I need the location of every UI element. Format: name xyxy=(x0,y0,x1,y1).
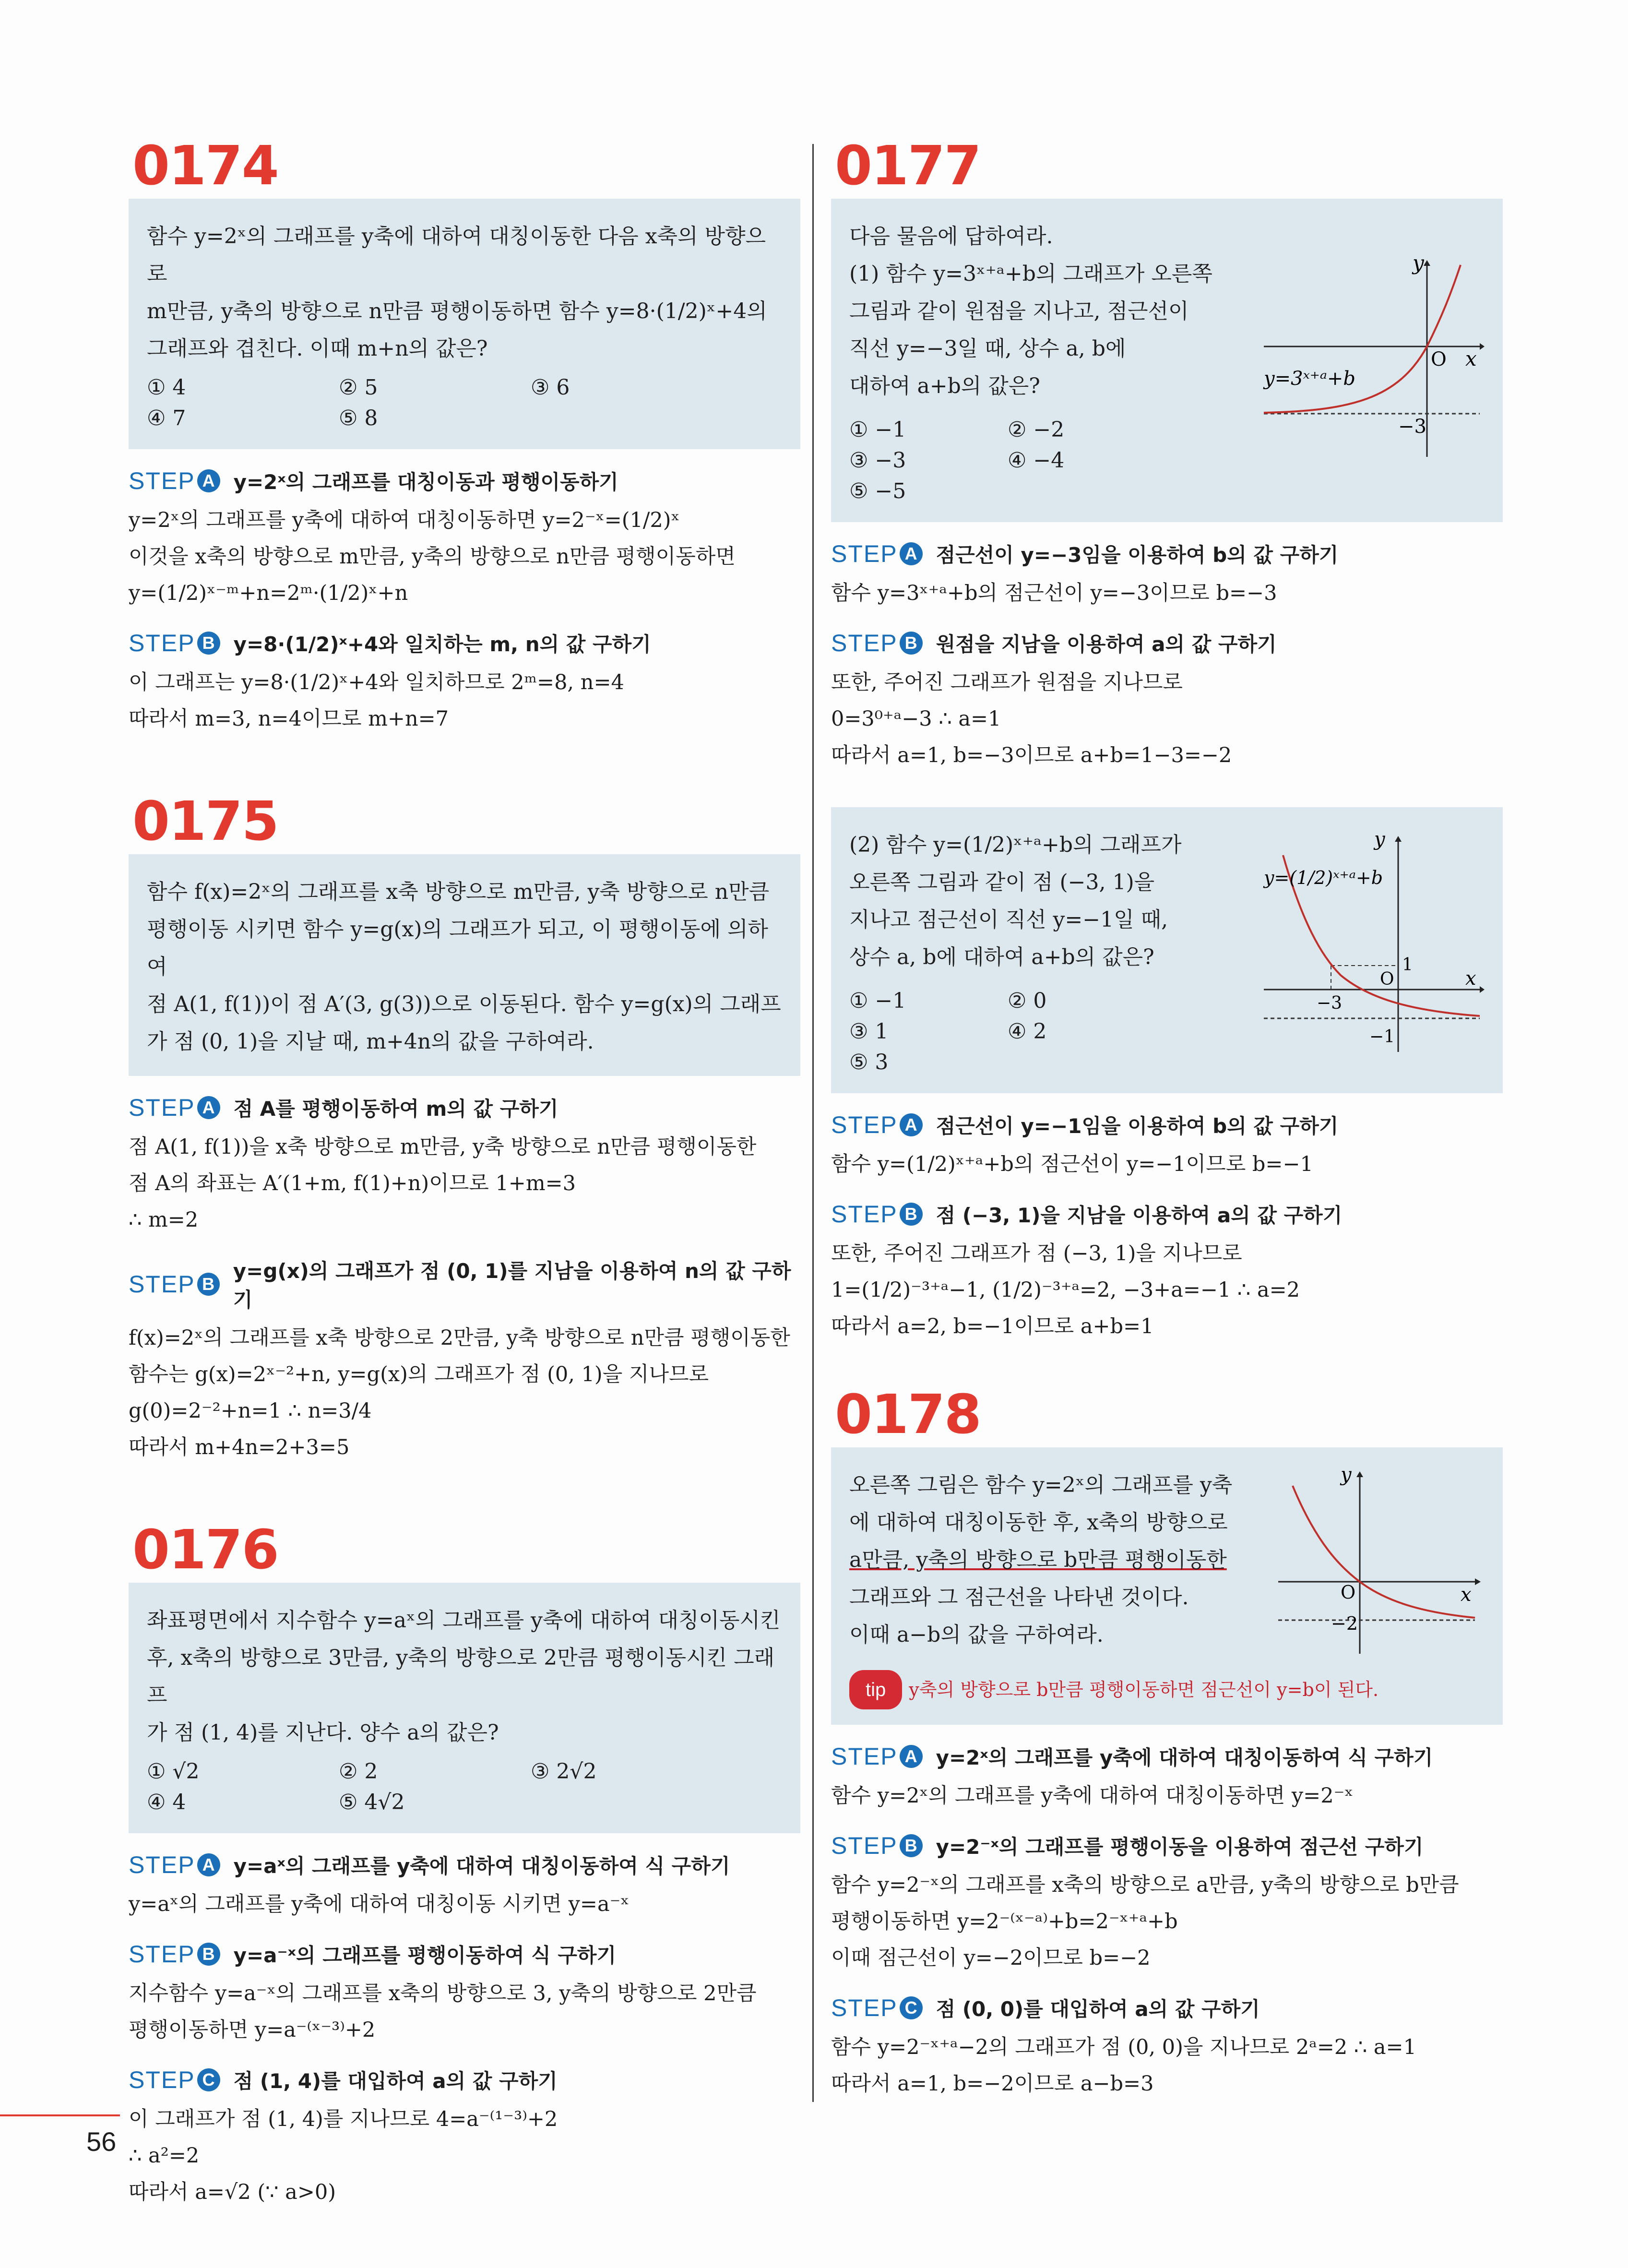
question-line: 그림과 같이 원점을 지나고, 점근선이 xyxy=(849,299,1189,323)
choice: ② 2 xyxy=(339,1759,378,1784)
tip-note xyxy=(849,1670,1485,1709)
step-title: y=2ˣ의 그래프를 대칭이동과 평행이동하기 xyxy=(233,470,618,494)
solution-line: 함수 y=(1/2)ˣ⁺ᵃ+b의 점근선이 y=−1이므로 b=−1 xyxy=(831,1152,1313,1176)
step-label: STEP xyxy=(129,1094,195,1121)
answer-choices xyxy=(849,986,1182,1078)
left-column xyxy=(129,135,800,2268)
question-box xyxy=(831,199,1503,522)
question-line: (2) 함수 y=(1/2)ˣ⁺ᵃ+b의 그래프가 xyxy=(849,833,1182,857)
tip-text: y축의 방향으로 b만큼 평행이동하면 점근선이 y=b이 된다. xyxy=(909,1679,1379,1700)
question-line: 함수 y=2ˣ의 그래프를 y축에 대하여 대칭이동한 다음 x축의 방향으로 xyxy=(147,224,766,286)
solution-line: 따라서 m=3, n=4이므로 m+n=7 xyxy=(129,707,449,731)
step-letter-icon: A xyxy=(197,1096,220,1119)
problem-0175 xyxy=(129,790,800,1466)
solution-line: g(0)=2⁻²+n=1 ∴ n=3/4 xyxy=(129,1399,372,1423)
solution-line: 따라서 a=1, b=−3이므로 a+b=1−3=−2 xyxy=(831,743,1232,767)
step-letter-icon: B xyxy=(900,1834,923,1857)
step-label: STEP xyxy=(831,1994,898,2021)
x-mark-label: −3 xyxy=(1317,993,1343,1013)
x-label: x xyxy=(1465,967,1476,990)
y-mark-label: 1 xyxy=(1402,955,1413,975)
solution-step xyxy=(129,466,800,611)
step-title: 점 (−3, 1)을 지남을 이용하여 a의 값 구하기 xyxy=(936,1204,1343,1227)
solution-line: 함수 y=3ˣ⁺ᵃ+b의 점근선이 y=−3이므로 b=−3 xyxy=(831,581,1277,605)
question-line: 상수 a, b에 대하여 a+b의 값은? xyxy=(849,945,1154,969)
question-line: m만큼, y축의 방향으로 n만큼 평행이동하면 함수 y=8·(1/2)ˣ+4의 xyxy=(147,299,767,323)
choice: ⑤ 3 xyxy=(849,1050,889,1074)
step-title: y=g(x)의 그래프가 점 (0, 1)를 지남을 이용하여 n의 값 구하기 xyxy=(233,1259,791,1312)
right-column xyxy=(831,135,1503,2102)
solution-line: 점 A(1, f(1))을 x축 방향으로 m만큼, y축 방향으로 n만큼 평행이동한 xyxy=(129,1135,757,1159)
question-line: 평행이동 시키면 함수 y=g(x)의 그래프가 되고, 이 평행이동에 의하여 xyxy=(147,917,769,979)
x-label: x xyxy=(1461,1584,1472,1606)
solution-line: 또한, 주어진 그래프가 원점을 지나므로 xyxy=(831,670,1183,694)
solution-line: 이 그래프가 점 (1, 4)를 지나므로 4=a⁻⁽¹⁻³⁾+2 xyxy=(129,2107,558,2131)
question-line: 함수 f(x)=2ˣ의 그래프를 x축 방향으로 m만큼, y축 방향으로 n만큼 xyxy=(147,880,770,904)
question-line: 점 A(1, f(1))이 점 A′(3, g(3))으로 이동된다. 함수 y=g(x)의 그래프 xyxy=(147,992,781,1016)
choice: ① √2 xyxy=(147,1759,200,1784)
solution-step xyxy=(129,2065,800,2210)
origin-label: O xyxy=(1431,348,1447,370)
question-line: 오른쪽 그림과 같이 점 (−3, 1)을 xyxy=(849,870,1155,895)
x-arrow-icon xyxy=(1480,986,1485,993)
graph-0177-1 xyxy=(1254,255,1485,462)
question-line: (1) 함수 y=3ˣ⁺ᵃ+b의 그래프가 오른쪽 xyxy=(849,262,1212,286)
solution-line: 지수함수 y=a⁻ˣ의 그래프를 x축의 방향으로 3, y축의 방향으로 2만큼 xyxy=(129,1982,757,2005)
solution-line: 이 그래프는 y=8·(1/2)ˣ+4와 일치하므로 2ᵐ=8, n=4 xyxy=(129,670,624,694)
solution-line: 1=(1/2)⁻³⁺ᵃ−1, (1/2)⁻³⁺ᵃ=2, −3+a=−1 ∴ a=2 xyxy=(831,1278,1300,1302)
step-title: 원점을 지남을 이용하여 a의 값 구하기 xyxy=(936,633,1277,656)
question-line: 대하여 a+b의 값은? xyxy=(849,374,1040,398)
solution-line: 또한, 주어진 그래프가 점 (−3, 1)을 지나므로 xyxy=(831,1241,1242,1265)
curve-label: y=(1/2)ˣ⁺ᵃ+b xyxy=(1264,867,1383,888)
solution-step xyxy=(831,1831,1503,1976)
choice: ② 5 xyxy=(339,375,378,400)
solution-step xyxy=(129,1093,800,1238)
question-line: 그래프와 그 점근선을 나타낸 것이다. xyxy=(849,1585,1189,1610)
solution-line: 이때 점근선이 y=−2이므로 b=−2 xyxy=(831,1946,1151,1970)
step-title: 점 A를 평행이동하여 m의 값 구하기 xyxy=(233,1097,559,1121)
question-line: 그래프와 겹친다. 이때 m+n의 값은? xyxy=(147,336,488,361)
step-letter-icon: A xyxy=(197,1853,220,1876)
step-label: STEP xyxy=(129,1941,195,1968)
solution-line: y=aˣ의 그래프를 y축에 대하여 대칭이동 시키면 y=a⁻ˣ xyxy=(129,1892,630,1916)
solution-line: ∴ a²=2 xyxy=(129,2144,200,2168)
step-title: y=aˣ의 그래프를 y축에 대하여 대칭이동하여 식 구하기 xyxy=(233,1854,730,1878)
step-label: STEP xyxy=(129,1851,195,1878)
solution-line: 따라서 a=√2 (∵ a>0) xyxy=(129,2180,336,2204)
step-title: y=8·(1/2)ˣ+4와 일치하는 m, n의 값 구하기 xyxy=(233,633,651,656)
origin-label: O xyxy=(1341,1582,1356,1603)
question-box xyxy=(129,1583,800,1833)
step-title: 점 (0, 0)를 대입하여 a의 값 구하기 xyxy=(936,1997,1260,2021)
solution-line: 평행이동하면 y=a⁻⁽ˣ⁻³⁾+2 xyxy=(129,2018,376,2042)
choice: ① 4 xyxy=(147,375,186,400)
step-title: y=a⁻ˣ의 그래프를 평행이동하여 식 구하기 xyxy=(233,1944,617,1967)
answer-choices xyxy=(147,1756,782,1818)
origin-label: O xyxy=(1380,969,1394,989)
solution-line: 함수 y=2⁻ˣ의 그래프를 x축의 방향으로 a만큼, y축의 방향으로 b만큼 xyxy=(831,1873,1459,1897)
choice: ⑤ 8 xyxy=(339,406,378,430)
y-arrow-icon xyxy=(1395,836,1402,842)
step-label: STEP xyxy=(831,1111,898,1138)
step-letter-icon: B xyxy=(197,1273,220,1296)
question-line: 이때 a−b의 값을 구하여라. xyxy=(849,1623,1104,1647)
choice: ① −1 xyxy=(849,418,906,442)
problem-0176 xyxy=(129,1519,800,2210)
graph-0177-2 xyxy=(1254,826,1485,1057)
exponential-curve xyxy=(1264,265,1461,413)
question-line: 에 대하여 대칭이동한 후, x축의 방향으로 xyxy=(849,1510,1228,1535)
step-letter-icon: B xyxy=(197,1943,220,1966)
problem-number: 0178 xyxy=(835,1384,981,1446)
solution-line: 따라서 m+4n=2+3=5 xyxy=(129,1435,350,1459)
step-letter-icon: B xyxy=(900,632,923,655)
solution-step xyxy=(831,1993,1503,2102)
step-title: 점근선이 y=−3임을 이용하여 b의 값 구하기 xyxy=(936,543,1339,567)
page-number: 56 xyxy=(86,2126,117,2157)
question-line: 가 점 (0, 1)을 지날 때, m+4n의 값을 구하여라. xyxy=(147,1029,594,1054)
step-title: y=2ˣ의 그래프를 y축에 대하여 대칭이동하여 식 구하기 xyxy=(936,1746,1433,1769)
asymptote-label: −2 xyxy=(1331,1613,1358,1634)
footer-rule xyxy=(0,2114,120,2116)
solution-line: f(x)=2ˣ의 그래프를 x축 방향으로 2만큼, y축 방향으로 n만큼 평행이동한 xyxy=(129,1326,790,1350)
question-intro: 다음 물음에 답하여라. xyxy=(849,224,1053,249)
solution-line: y=(1/2)ˣ⁻ᵐ+n=2ᵐ·(1/2)ˣ+n xyxy=(129,581,408,605)
question-line: 좌표평면에서 지수함수 y=aˣ의 그래프를 y축에 대하여 대칭이동시킨 xyxy=(147,1608,781,1633)
x-arrow-icon xyxy=(1475,1578,1481,1585)
choice: ③ −3 xyxy=(849,448,906,473)
step-letter-icon: A xyxy=(900,1113,923,1136)
step-label: STEP xyxy=(831,1743,898,1770)
choice: ⑤ −5 xyxy=(849,479,906,503)
step-title: 점근선이 y=−1임을 이용하여 b의 값 구하기 xyxy=(936,1114,1339,1138)
question-box xyxy=(831,807,1503,1093)
step-title: 점 (1, 4)를 대입하여 a의 값 구하기 xyxy=(233,2069,558,2093)
solution-step xyxy=(831,1742,1503,1814)
step-label: STEP xyxy=(831,1201,898,1228)
curve-label: y=3ˣ⁺ᵃ+b xyxy=(1264,368,1356,390)
graph-0178 xyxy=(1273,1467,1485,1659)
question-line: 후, x축의 방향으로 3만큼, y축의 방향으로 2만큼 평행이동시킨 그래프 xyxy=(147,1646,775,1707)
step-label: STEP xyxy=(831,630,898,657)
y-label: y xyxy=(1413,255,1424,275)
step-letter-icon: B xyxy=(900,1203,923,1226)
solution-step xyxy=(129,1850,800,1922)
solution-line: 함수 y=2ˣ의 그래프를 y축에 대하여 대칭이동하면 y=2⁻ˣ xyxy=(831,1784,1354,1808)
step-letter-icon: B xyxy=(197,632,220,655)
solution-line: 평행이동하면 y=2⁻⁽ˣ⁻ᵃ⁾+b=2⁻ˣ⁺ᵃ+b xyxy=(831,1910,1178,1934)
y-arrow-icon xyxy=(1424,260,1430,266)
step-label: STEP xyxy=(831,540,898,567)
problem-number: 0174 xyxy=(132,135,278,197)
choice: ⑤ 4√2 xyxy=(339,1790,405,1814)
solution-line: 함수는 g(x)=2ˣ⁻²+n, y=g(x)의 그래프가 점 (0, 1)을 지나므로 xyxy=(129,1362,709,1386)
x-arrow-icon xyxy=(1480,343,1485,350)
step-letter-icon: A xyxy=(900,1745,923,1768)
answer-choices xyxy=(147,372,782,434)
exponential-curve xyxy=(1293,1486,1475,1618)
solution-step xyxy=(831,1200,1503,1345)
problem-number: 0176 xyxy=(132,1519,278,1581)
choice: ③ 1 xyxy=(849,1019,889,1044)
problem-number: 0177 xyxy=(835,135,981,197)
step-title: y=2⁻ˣ의 그래프를 평행이동을 이용하여 점근선 구하기 xyxy=(936,1835,1424,1859)
choice: ① −1 xyxy=(849,989,906,1013)
solution-step xyxy=(831,1110,1503,1182)
y-label: y xyxy=(1341,1467,1352,1486)
choice: ② −2 xyxy=(1008,418,1065,442)
step-label: STEP xyxy=(129,467,195,494)
step-label: STEP xyxy=(129,1271,195,1298)
solution-line: 따라서 a=2, b=−1이므로 a+b=1 xyxy=(831,1314,1154,1338)
question-line: 오른쪽 그림은 함수 y=2ˣ의 그래프를 y축 xyxy=(849,1473,1233,1497)
solution-line: y=2ˣ의 그래프를 y축에 대하여 대칭이동하면 y=2⁻ˣ=(1/2)ˣ xyxy=(129,508,680,532)
solution-line: 0=3⁰⁺ᵃ−3 ∴ a=1 xyxy=(831,707,1001,731)
choice: ② 0 xyxy=(1008,989,1047,1013)
problem-0177 xyxy=(831,135,1503,1345)
choice: ③ 6 xyxy=(531,375,570,400)
solution-line: 따라서 a=1, b=−2이므로 a−b=3 xyxy=(831,2072,1154,2096)
choice: ④ 7 xyxy=(147,406,186,430)
step-label: STEP xyxy=(129,630,195,657)
x-label: x xyxy=(1465,347,1477,370)
question-box xyxy=(129,199,800,449)
step-letter-icon: C xyxy=(197,2068,220,2091)
column-divider xyxy=(812,144,814,2102)
solution-line: 함수 y=2⁻ˣ⁺ᵃ−2의 그래프가 점 (0, 0)을 지나므로 2ᵃ=2 ∴ a=1 xyxy=(831,2035,1416,2059)
step-letter-icon: A xyxy=(197,469,220,492)
question-line: 가 점 (1, 4)를 지난다. 양수 a의 값은? xyxy=(147,1720,499,1745)
solution-step xyxy=(129,1255,800,1466)
question-line: a만큼, y축의 방향으로 b만큼 평행이동한 xyxy=(849,1548,1227,1572)
problem-0174 xyxy=(129,135,800,737)
choice: ④ 4 xyxy=(147,1790,186,1814)
solution-line: 점 A의 좌표는 A′(1+m, f(1)+n)이므로 1+m=3 xyxy=(129,1171,576,1195)
solution-step xyxy=(831,539,1503,611)
step-label: STEP xyxy=(129,2066,195,2093)
solution-step xyxy=(129,1940,800,2048)
solution-line: ∴ m=2 xyxy=(129,1208,199,1232)
choice: ③ 2√2 xyxy=(531,1759,597,1784)
asymptote-label: −3 xyxy=(1398,416,1426,438)
tip-badge: tip xyxy=(849,1670,902,1709)
question-line: 지나고 점근선이 직선 y=−1일 때, xyxy=(849,907,1168,932)
choice: ④ −4 xyxy=(1008,448,1065,473)
step-letter-icon: A xyxy=(900,542,923,565)
step-letter-icon: C xyxy=(900,1996,923,2019)
y-arrow-icon xyxy=(1356,1471,1363,1477)
choice: ④ 2 xyxy=(1008,1019,1047,1044)
y-label: y xyxy=(1374,828,1385,850)
question-box xyxy=(129,854,800,1076)
y-mark-label: −1 xyxy=(1369,1027,1395,1047)
question-line: 직선 y=−3일 때, 상수 a, b에 xyxy=(849,336,1126,361)
solution-line: 이것을 x축의 방향으로 m만큼, y축의 방향으로 n만큼 평행이동하면 xyxy=(129,545,736,569)
answer-choices xyxy=(849,415,1212,507)
step-label: STEP xyxy=(831,1832,898,1859)
problem-number: 0175 xyxy=(132,790,278,853)
solution-step xyxy=(831,629,1503,774)
question-box xyxy=(831,1447,1503,1725)
problem-0178 xyxy=(831,1384,1503,2102)
solution-step xyxy=(129,629,800,737)
